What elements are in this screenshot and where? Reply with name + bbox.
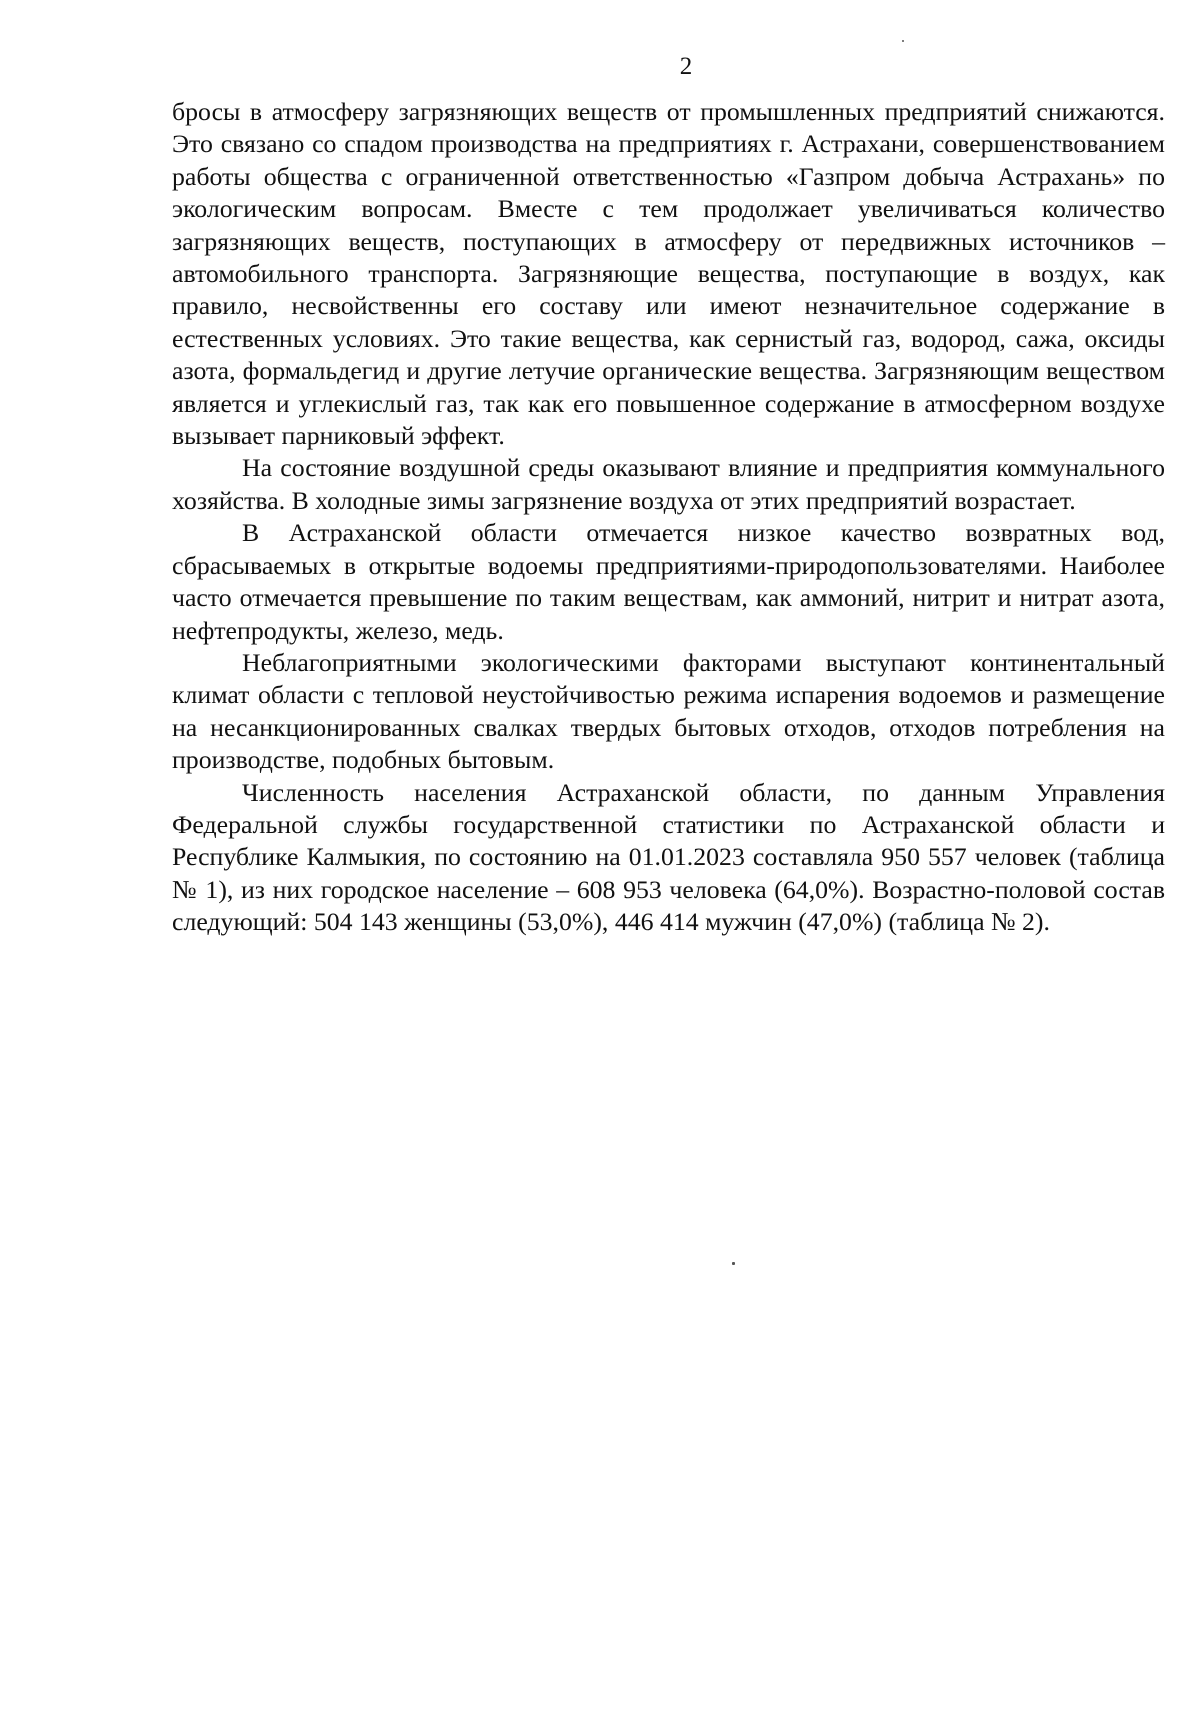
paragraph-emissions: бросы в атмосферу загрязняющих веществ от промышленных предприятий снижаются. Это связано со спадом производства на предприятиях г. Астрахани, совершенствованием работы общества с ограниченной ответственностью «Газпром добыча Астрахань» по экологическим вопросам. Вместе с тем продолжает увеличиваться количество загрязняющих веществ, поступающих в атмосферу от передвижных источников – автомобильного транспорта. Загрязняющие вещества, поступающие в воздух, как правило, несвойственны его составу или имеют незначительное содержание в естественных условиях. Это такие вещества, как сернистый газ, водород, сажа, оксиды азота, формальдегид и другие летучие органические вещества. Загрязняющим веществом является и углекислый газ, так как его повышенное содержание в атмосферном воздухе вызывает парниковый эффект. [172,97,1165,451]
document-body [172,96,1165,939]
scan-speck [732,1262,735,1265]
scan-speck [902,40,904,42]
page-number: 2 [679,53,693,80]
paragraph-return-water: В Астраханской области отмечается низкое качество возвратных вод, сбрасываемых в открытые водоемы предприятиями-природопользователями. Наиболее часто отмечается превышение по таким веществам, как аммоний, нитрит и нитрат азота, нефтепродукты, железо, медь. [172,518,1165,645]
paragraph-population: Численность населения Астраханской области, по данным Управления Федеральной службы государственной статистики по Астраханской области и Республике Калмыкия, по состоянию на 01.01.2023 составляла 950 557 человек (таблица № 1), из них городское население – 608 953 человека (64,0%). Возрастно-половой состав следующий: 504 143 женщины (53,0%), 446 414 мужчин (47,0%) (таблица № 2). [172,777,1165,937]
paragraph-communal-enterprises: На состояние воздушной среды оказывают влияние и предприятия коммунального хозяйства. В холодные зимы загрязнение воздуха от этих предприятий возрастает. [172,453,1165,515]
paragraph-ecological-factors: Неблагоприятными экологическими факторами выступают континентальный климат области с тепловой неустойчивостью режима испарения водоемов и размещение на несанкционированных свалках твердых бытовых отходов, отходов потребления на производстве, подобных бытовым. [172,647,1165,775]
